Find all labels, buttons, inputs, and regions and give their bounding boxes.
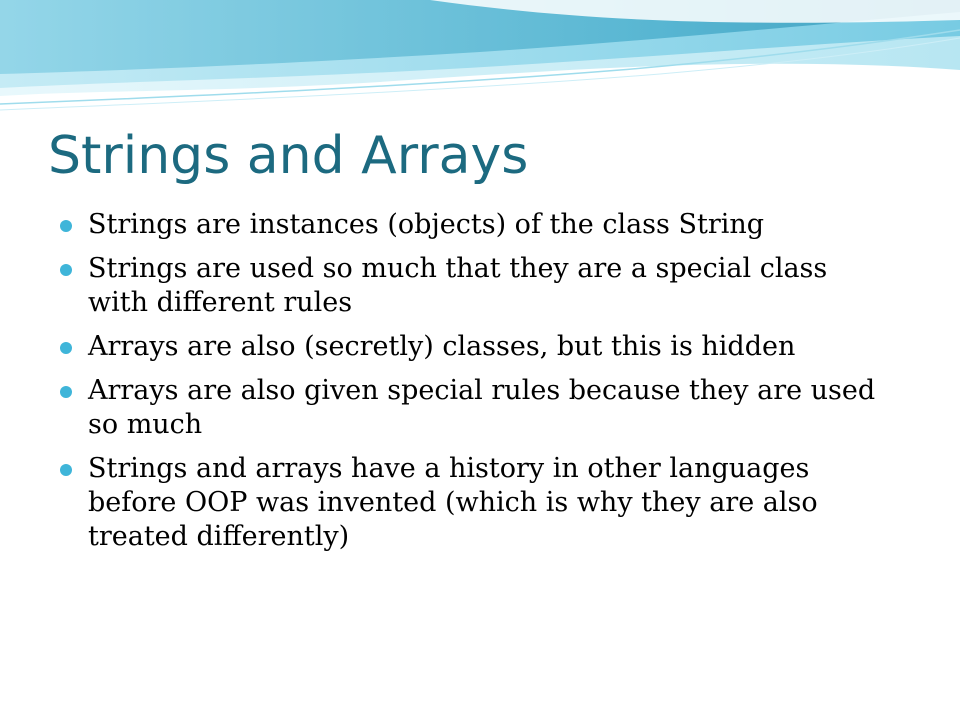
bullet-item	[60, 330, 890, 364]
bullet-icon	[60, 386, 72, 398]
bullet-icon	[60, 220, 72, 232]
bullet-icon	[60, 264, 72, 276]
bullet-text: Arrays are also (secretly) classes, but this is hidden	[88, 331, 796, 362]
bullet-icon	[60, 342, 72, 354]
bullet-icon	[60, 464, 72, 476]
bullet-text: Strings are instances (objects) of the class String	[88, 209, 765, 240]
bullet-item	[60, 374, 890, 442]
wave-header-decoration	[0, 0, 960, 120]
bullet-text: Strings are used so much that they are a special class with different rules	[88, 253, 828, 318]
bullet-item	[60, 208, 890, 242]
bullet-text: Arrays are also given special rules because they are used so much	[88, 375, 876, 440]
bullet-item	[60, 252, 890, 320]
bullet-item	[60, 452, 890, 554]
bullet-list	[60, 208, 890, 564]
bullet-text: Strings and arrays have a history in other languages before OOP was invented (which is why they are also treated differently)	[88, 453, 818, 552]
slide-title: Strings and Arrays	[48, 126, 529, 186]
